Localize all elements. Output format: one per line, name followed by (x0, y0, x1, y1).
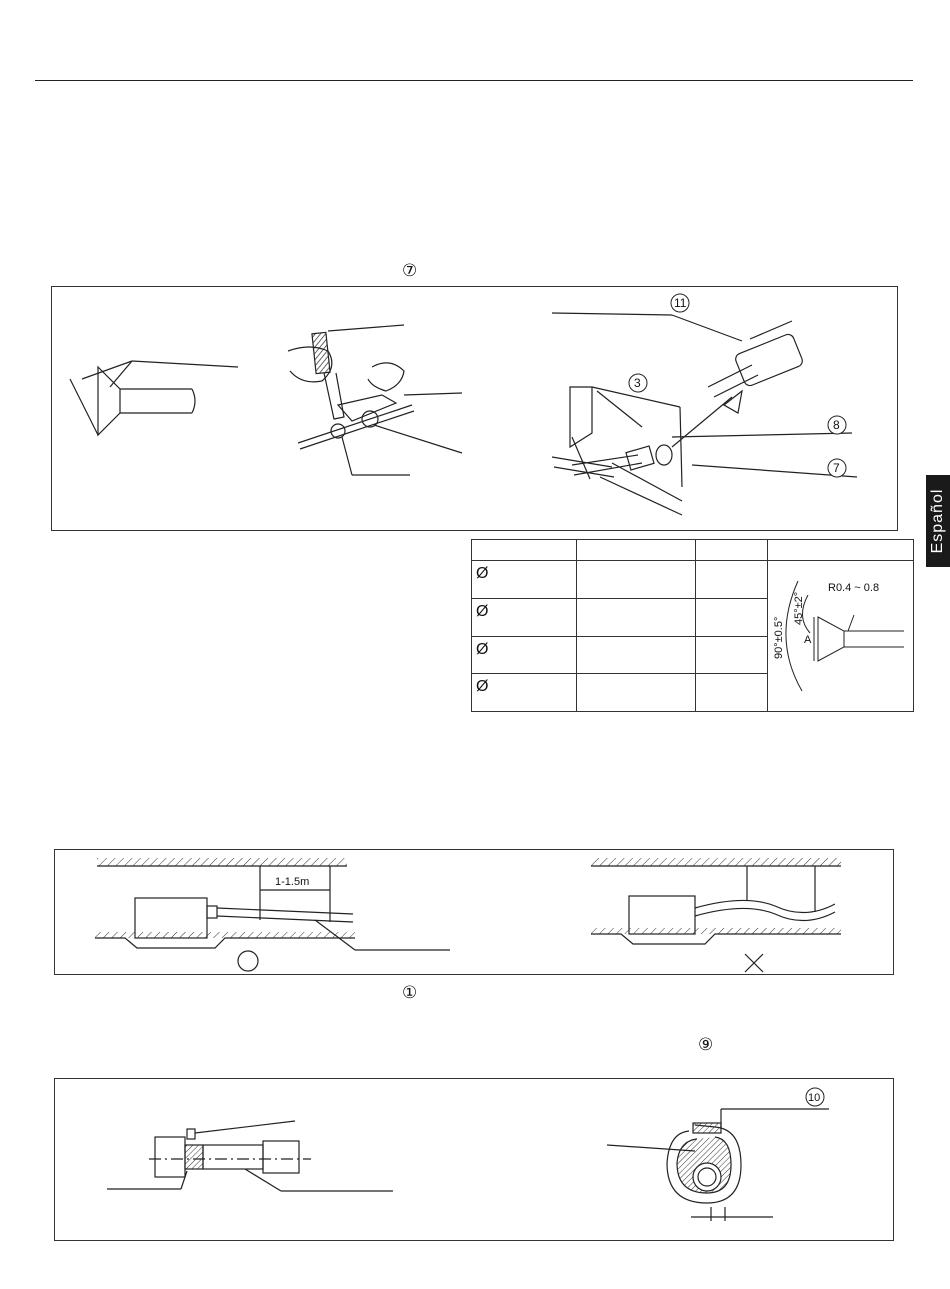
dimension-a-label: A (804, 634, 812, 646)
language-tab-label: Español (929, 488, 946, 554)
figure-ref-marker-1: ① (402, 983, 418, 1002)
figure-ref-marker-7: ⑦ (402, 261, 418, 280)
table-header-row (472, 540, 914, 561)
angle-outer-label: 90°±0.5° (773, 616, 785, 659)
table-row (472, 561, 914, 599)
table-header-cell (577, 540, 696, 561)
diameter-symbol: Ø (476, 602, 489, 620)
callout-7: 7 (833, 461, 840, 475)
table-header-cell (696, 540, 768, 561)
wall-outline (570, 387, 592, 447)
diameter-symbol: Ø (476, 678, 489, 696)
insulation-drawing (55, 1079, 893, 1240)
angle-inner-label: 45°±2° (793, 591, 805, 625)
language-tab[interactable] (926, 475, 950, 567)
diameter-symbol: Ø (476, 565, 489, 582)
table-header-cell (768, 540, 914, 561)
flare-connection-figure (51, 286, 898, 531)
flare-connection-drawing (52, 287, 897, 530)
figure-ref-marker-9: ⑨ (698, 1035, 714, 1054)
support-spacing-label: 1-1.5m (275, 876, 310, 888)
callout-3: 3 (634, 376, 641, 390)
flare-angle-diagram (768, 561, 914, 707)
header-rule (35, 80, 913, 81)
table-header-cell (472, 540, 577, 561)
callout-10: 10 (808, 1092, 821, 1104)
pipe-support-drawing (55, 850, 893, 974)
flare-dimension-table (471, 539, 914, 712)
callout-8: 8 (833, 418, 840, 432)
callout-11: 11 (674, 296, 687, 310)
pipe-support-figure (54, 849, 894, 975)
insulation-figure (54, 1078, 894, 1241)
flare-nut-shape (98, 367, 120, 435)
diameter-symbol: Ø (476, 640, 489, 658)
radius-label: R0.4 ~ 0.8 (828, 582, 880, 594)
